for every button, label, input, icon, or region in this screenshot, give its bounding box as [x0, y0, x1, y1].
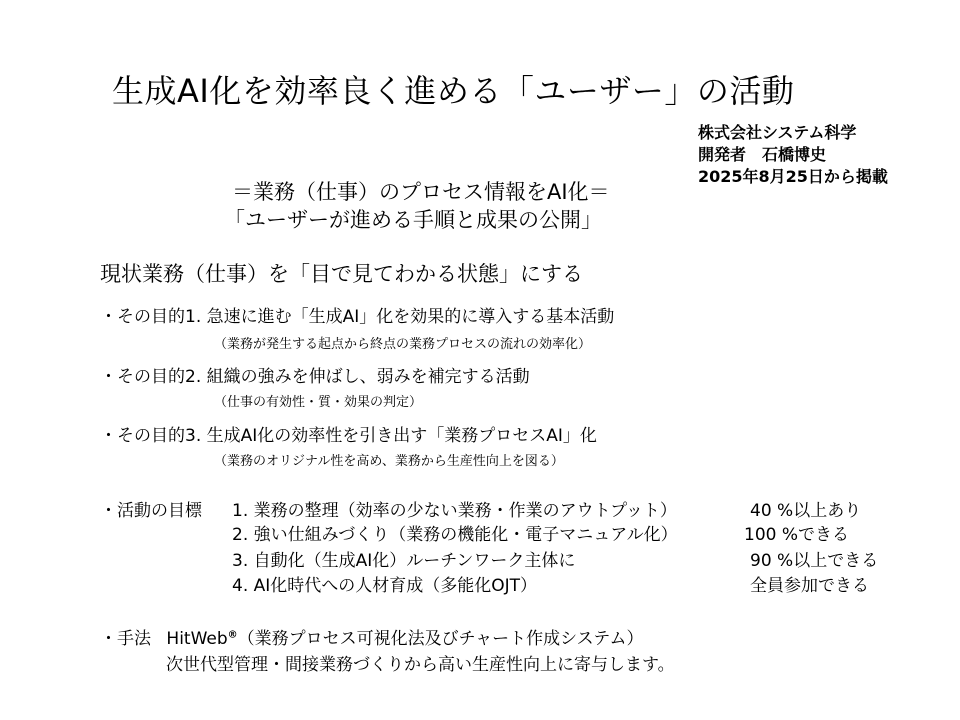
- activities-label: ・活動の目標: [100, 501, 202, 521]
- subtitle-line1: ＝業務（仕事）のプロセス情報をAI化＝: [232, 180, 610, 204]
- company-info: [698, 122, 888, 188]
- objective-3-note: （業務のオリジナル性を高め、業務から生産性向上を図る）: [214, 454, 564, 469]
- activity-item-3: 3. 自動化（生成AI化）ルーチンワーク主体に: [232, 551, 576, 571]
- method-label: ・手法: [100, 629, 151, 649]
- posted-date: 2025年8月25日から掲載: [698, 167, 888, 186]
- activity-target-3: 90 %以上できる: [750, 551, 879, 571]
- activity-item-2: 2. 強い仕組みづくり（業務の機能化・電子マニュアル化）: [232, 525, 678, 545]
- page-title: 生成AI化を効率良く進める「ユーザー」の活動: [112, 72, 795, 110]
- subtitle-line2: 「ユーザーが進める手順と成果の公開」: [224, 208, 602, 232]
- objective-2-note: （仕事の有効性・質・効果の判定）: [214, 395, 423, 410]
- method-brand: HitWeb: [166, 629, 228, 649]
- objective-3: ・その目的3. 生成AI化の効率性を引き出す「業務プロセスAI」化: [100, 426, 597, 446]
- activity-target-1: 40 %以上あり: [750, 501, 862, 521]
- objective-1-note: （業務が発生する起点から終点の業務プロセスの流れの効率化）: [214, 337, 592, 352]
- objective-1: ・その目的1. 急速に進む「生成AI」化を効果的に導入する基本活動: [100, 307, 615, 327]
- developer-name: 開発者 石橋博史: [698, 145, 827, 164]
- registered-mark: ®: [227, 629, 238, 641]
- activity-target-2: 100 %できる: [744, 525, 850, 545]
- method-description: （業務プロセス可視化法及びチャート作成システム）: [237, 629, 644, 649]
- method-line: [100, 624, 643, 649]
- company-name: 株式会社システム科学: [698, 123, 857, 142]
- objective-2: ・その目的2. 組織の強みを伸ばし、弱みを補完する活動: [100, 367, 530, 387]
- activity-target-4: 全員参加できる: [750, 576, 869, 596]
- activity-item-1: 1. 業務の整理（効率の少ない業務・作業のアウトプット）: [232, 501, 677, 521]
- method-line2: 次世代型管理・間接業務づくりから高い生産性向上に寄与します。: [166, 655, 675, 675]
- section-heading: 現状業務（仕事）を「目で見てわかる状態」にする: [100, 262, 583, 286]
- activity-item-4: 4. AI化時代への人材育成（多能化OJT）: [232, 576, 538, 596]
